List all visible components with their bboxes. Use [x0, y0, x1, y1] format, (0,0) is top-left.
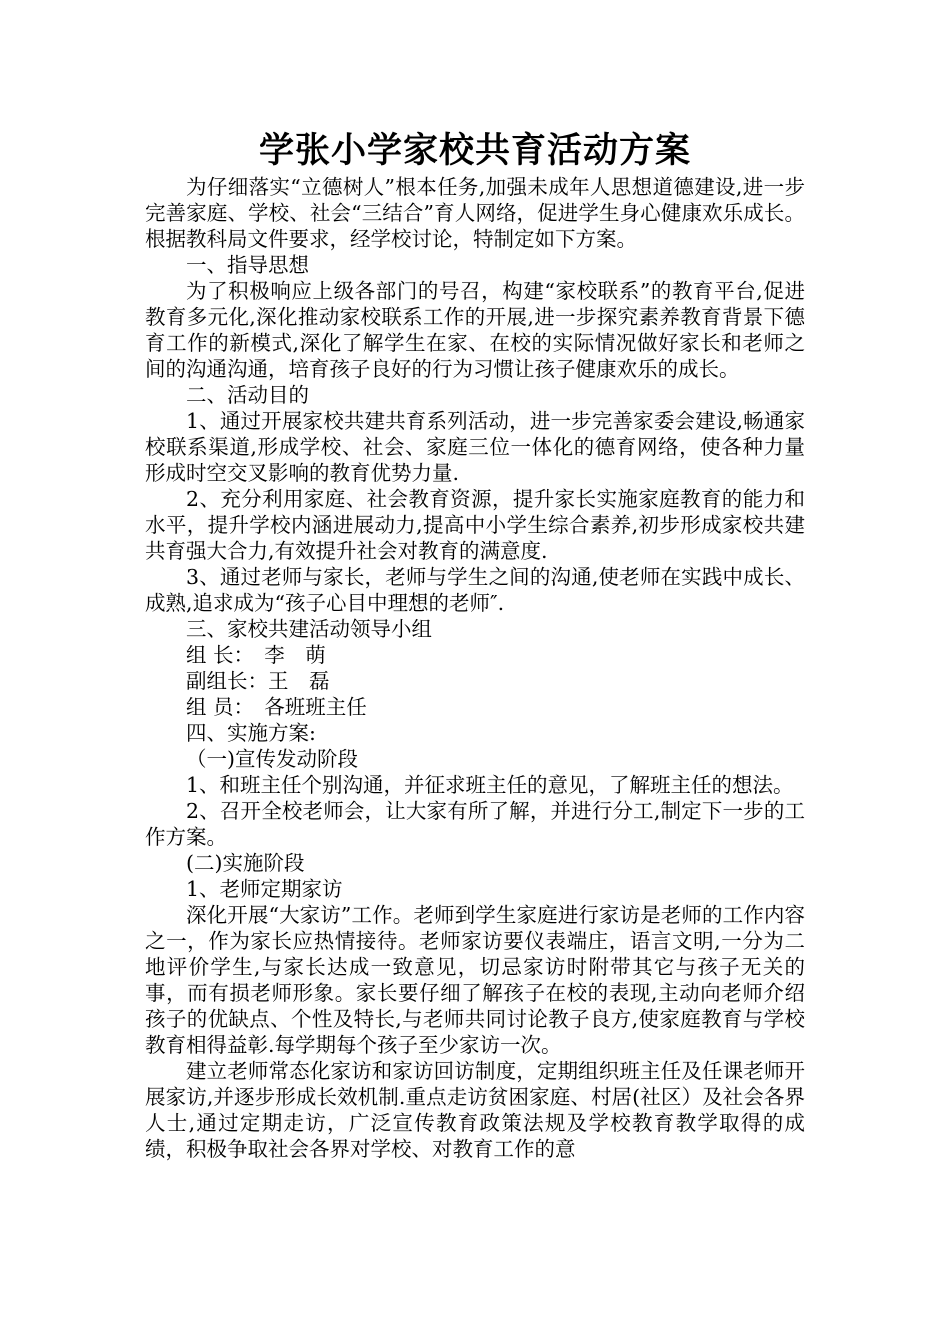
- leader-line: 组 长： 李 萌: [186, 643, 326, 667]
- paragraph: 1、通过开展家校共建共育系列活动，进一步完善家委会建设,畅通家校联系渠道,形成学校、社会、家庭三位一体化的德育网络，使各种力量形成时空交叉影响的教育优势力量.: [145, 409, 805, 485]
- section-heading-activity-purpose: 二、活动目的: [186, 383, 309, 407]
- item-heading-home-visits: 1、老师定期家访: [186, 877, 343, 901]
- section-heading-leadership-group: 三、家校共建活动领导小组: [186, 617, 432, 641]
- section-heading-implementation-plan: 四、实施方案:: [186, 721, 316, 745]
- members-line: 组 员： 各班班主任: [186, 695, 367, 719]
- section-heading-guiding-ideology: 一、指导思想: [186, 253, 309, 277]
- intro-paragraph: 为仔细落实“立德树人”根本任务,加强未成年人思想道德建设,进一步完善家庭、学校、社会“三结合”育人网络，促进学生身心健康欢乐成长。根据教科局文件要求，经学校讨论，特制定如下方案。: [145, 175, 805, 251]
- deputy-leader-line: 副组长：王 磊: [186, 669, 330, 693]
- paragraph: 2、召开全校老师会，让大家有所了解，并进行分工,制定下一步的工作方案。: [145, 799, 805, 849]
- paragraph: 深化开展“大家访”工作。老师到学生家庭进行家访是老师的工作内容之一，作为家长应热情接待。老师家访要仪表端庄，语言文明,一分为二地评价学生,与家长达成一致意见，切忌家访时附带其它与孩子无关的事，而有损老师形象。家长要仔细了解孩子在校的表现,主动向老师介绍孩子的优缺点、个性及特长,与老师共同讨论教子良方,使家庭教育与学校教育相得益彰.每学期每个孩子至少家访一次。: [145, 903, 805, 1057]
- document-title: 学张小学家校共育活动方案: [258, 131, 691, 171]
- paragraph: 建立老师常态化家访和家访回访制度，定期组织班主任及任课老师开展家访,并逐步形成长效机制.重点走访贫困家庭、村居(社区）及社会各界人士,通过定期走访，广泛宣传教育政策法规及学校教育教学取得的成绩，积极争取社会各界对学校、对教育工作的意: [145, 1059, 805, 1161]
- paragraph: 为了积极响应上级各部门的号召，构建“家校联系”的教育平台,促进教育多元化,深化推动家校联系工作的开展,进一步探究素养教育背景下德育工作的新模式,深化了解学生在家、在校的实际情况做好家长和老师之间的沟通沟通，培育孩子良好的行为习惯让孩子健康欢乐的成长。: [145, 279, 805, 381]
- subsection-heading-publicity: （一)宣传发动阶段: [186, 747, 358, 771]
- document-body: [145, 174, 805, 1162]
- subsection-heading-implementation: (二)实施阶段: [186, 851, 305, 875]
- paragraph: 2、充分利用家庭、社会教育资源，提升家长实施家庭教育的能力和水平，提升学校内涵进展动力,提高中小学生综合素养,初步形成家校共建共育强大合力,有效提升社会对教育的满意度.: [145, 487, 805, 563]
- paragraph: 1、和班主任个别沟通，并征求班主任的意见，了解班主任的想法。: [186, 773, 794, 797]
- paragraph: 3、通过老师与家长，老师与学生之间的沟通,使老师在实践中成长、成熟,追求成为“孩子心目中理想的老师″.: [145, 565, 805, 615]
